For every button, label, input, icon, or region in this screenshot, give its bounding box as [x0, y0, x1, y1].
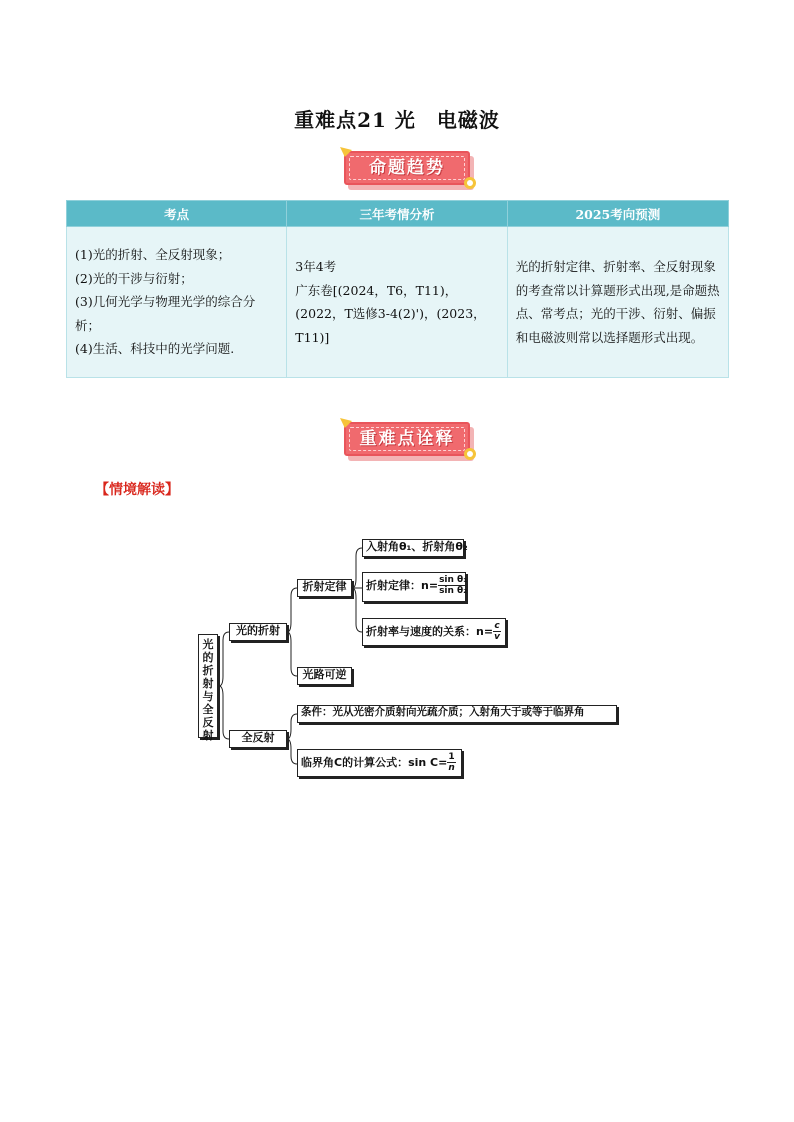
- node-reversible: 光路可逆: [297, 667, 352, 685]
- node-refraction: 光的折射: [229, 623, 287, 641]
- node-speed-formula: 折射率与速度的关系：n= $\frac{c}{v}$: [362, 618, 506, 646]
- trend-banner: [338, 145, 478, 191]
- critical-fraction: $\frac{1}{n}$: [448, 752, 455, 773]
- law-fraction: $\frac{\text{sin θ₁}}{\text{sin θ₂}}$: [439, 575, 468, 596]
- header-forecast: 2025考向预测: [507, 201, 728, 227]
- forecast-text: 光的折射定律、折射率、全反射现象的考查常以计算题形式出现,是命题热点、常考点；光的干涉、衍射、偏振和电磁波则常以选择题形式出现。: [515, 259, 720, 345]
- analysis-count: 3年4考: [295, 259, 337, 274]
- mindmap-root: 光的折射与全反射: [198, 634, 218, 738]
- table-header-row: [67, 201, 729, 227]
- node-angles: 入射角θ₁、折射角θ₂: [362, 539, 464, 557]
- kaodian-item: (1)光的折射、全反射现象；: [75, 247, 231, 263]
- kaodian-item: (2)光的干涉与衍射；: [75, 270, 193, 286]
- explain-banner: [338, 416, 478, 462]
- kaodian-cell: [67, 227, 287, 378]
- node-law-formula: 折射定律：n= $\frac{\text{sin θ₁}}{\text{sin θ₂}}$: [362, 572, 466, 602]
- node-critical-formula: 临界角C的计算公式：sin C= $\frac{1}{n}$: [297, 749, 462, 777]
- explain-banner-label: 重难点诠释: [359, 429, 455, 449]
- kaodian-item: (4)生活、科技中的光学问题.: [75, 341, 235, 357]
- header-kaodian: 考点: [67, 201, 287, 227]
- analysis-cell: [287, 227, 507, 378]
- node-total-reflection: 全反射: [229, 730, 287, 748]
- page-title: 重难点21 光 电磁波: [294, 108, 500, 132]
- analysis-detail: 广东卷[(2024，T6，T11)，(2022，T选修3-4(2)')，(2023，T11)]: [295, 282, 486, 345]
- header-analysis: 三年考情分析: [287, 201, 507, 227]
- table-row: [67, 227, 729, 378]
- section-label: 【情境解读】: [95, 482, 179, 498]
- kaodian-item: (3)几何光学与物理光学的综合分析；: [75, 294, 256, 333]
- trend-banner-label: 命题趋势: [369, 158, 445, 178]
- trend-table: [66, 200, 729, 378]
- speed-fraction: $\frac{c}{v}$: [494, 621, 500, 642]
- forecast-cell: [507, 227, 728, 378]
- node-law: 折射定律: [297, 579, 352, 597]
- node-condition: 条件：光从光密介质射向光疏介质；入射角大于或等于临界角: [297, 705, 617, 723]
